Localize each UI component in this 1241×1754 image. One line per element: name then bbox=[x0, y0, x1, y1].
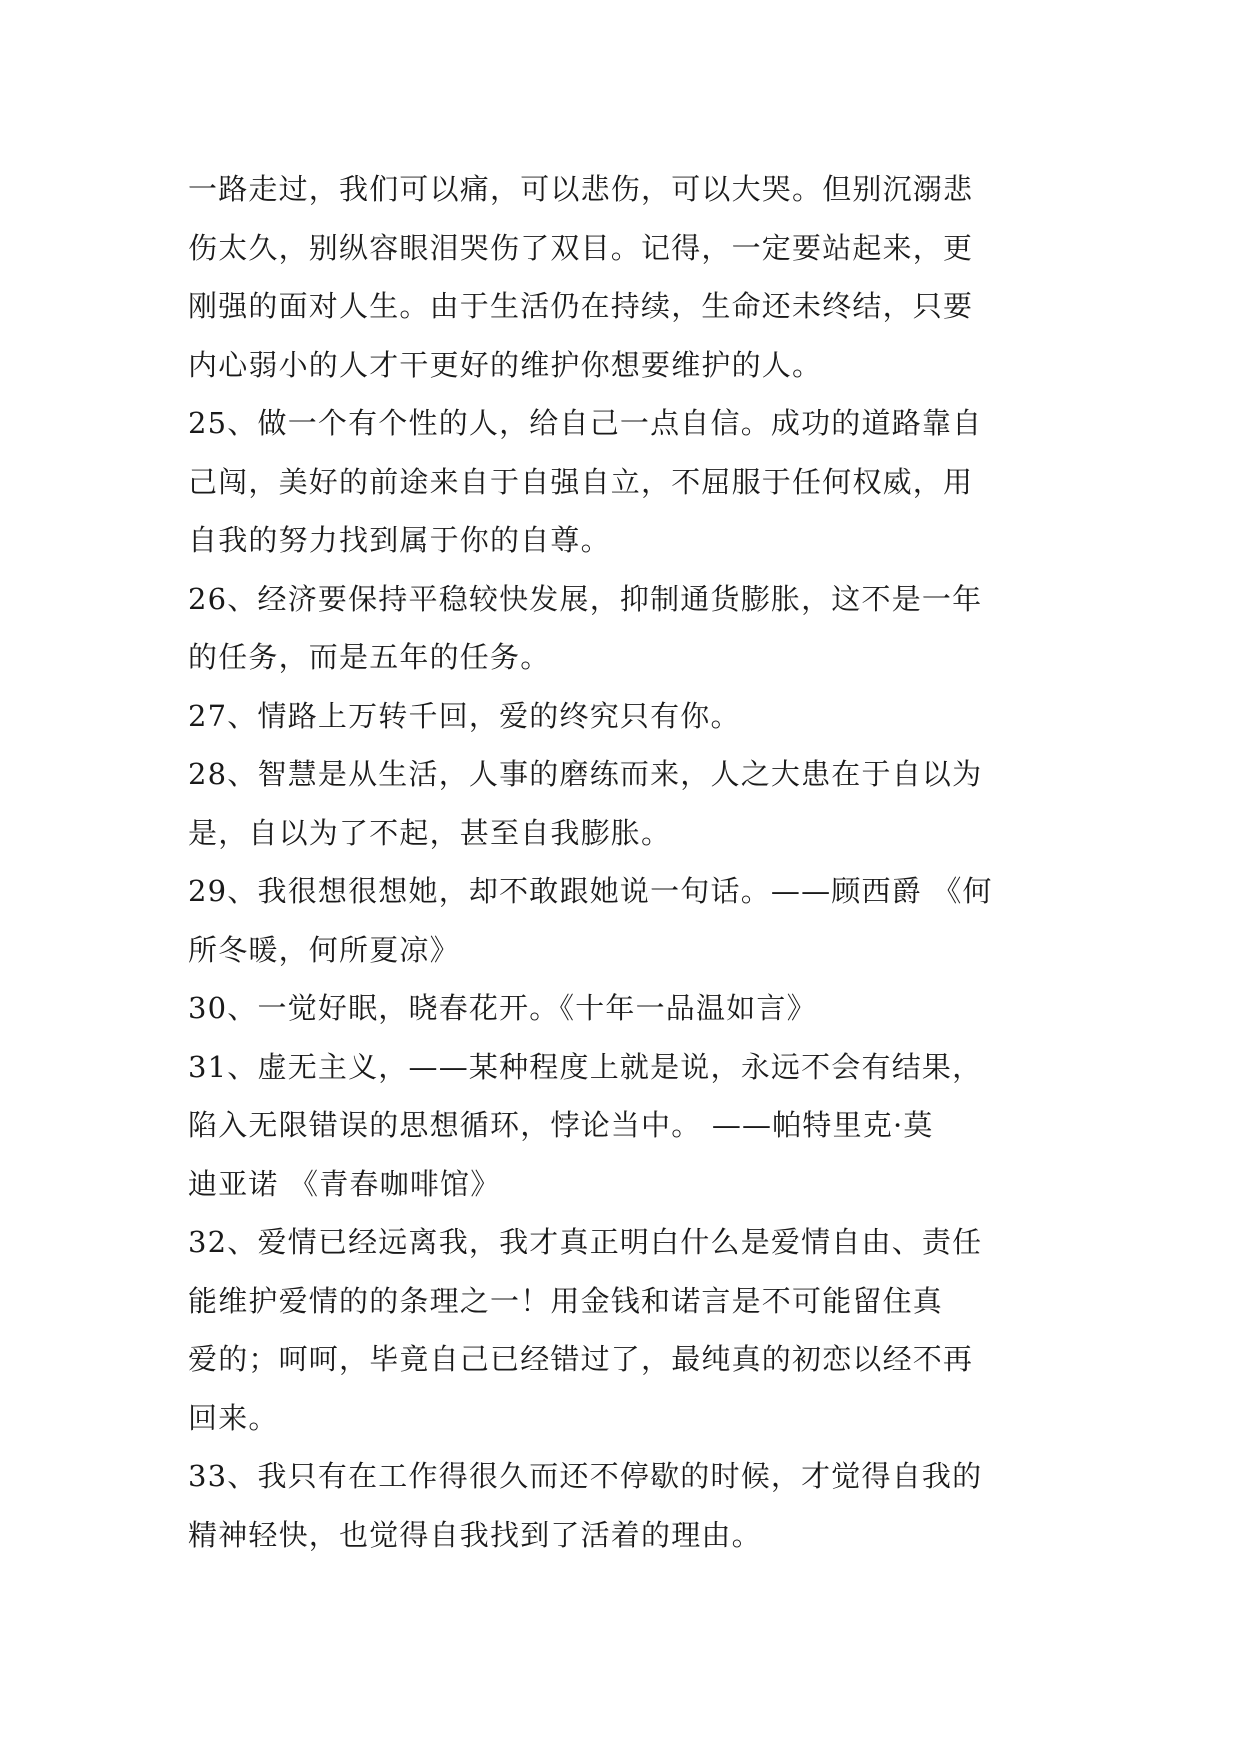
document-page bbox=[188, 160, 1068, 1564]
text-line: 是，自以为了不起，甚至自我膨胀。 bbox=[188, 815, 672, 850]
text-line: 能维护爱情的的条理之一！用金钱和诺言是不可能留住真 bbox=[188, 1283, 944, 1318]
text-line: 己闯，美好的前途来自于自强自立，不屈服于任何权威，用 bbox=[188, 464, 974, 499]
text-line: 陷入无限错误的思想循环，悖论当中。 ——帕特里克·莫 bbox=[188, 1108, 934, 1142]
text-line: 28、智慧是从生活，人事的磨练而来，人之大患在于自以为 bbox=[188, 757, 983, 791]
text-line: 一路走过，我们可以痛，可以悲伤，可以大哭。但别沉溺悲 bbox=[188, 172, 974, 206]
text-line: 内心弱小的人才干更好的维护你想要维护的人。 bbox=[188, 347, 823, 382]
text-line: 29、我很想很想她，却不敢跟她说一句话。——顾西爵 《何 bbox=[188, 874, 993, 908]
text-line: 26、经济要保持平稳较快发展，抑制通货膨胀，这不是一年 bbox=[188, 581, 983, 616]
text-line: 所冬暖，何所夏凉》 bbox=[188, 932, 460, 967]
text-line: 27、情路上万转千回，爱的终究只有你。 bbox=[188, 698, 741, 733]
text-line: 精神轻快，也觉得自我找到了活着的理由。 bbox=[188, 1517, 762, 1552]
text-line: 回来。 bbox=[188, 1400, 279, 1435]
text-line: 刚强的面对人生。由于生活仍在持续，生命还未终结，只要 bbox=[188, 289, 974, 323]
text-line: 30、一觉好眠，晓春花开。《十年一品温如言》 bbox=[188, 991, 817, 1025]
text-line: 32、爱情已经远离我，我才真正明白什么是爱情自由、责任 bbox=[188, 1225, 983, 1259]
text-line: 的任务，而是五年的任务。 bbox=[188, 640, 551, 674]
text-line: 伤太久，别纵容眼泪哭伤了双目。记得，一定要站起来，更 bbox=[188, 230, 974, 265]
text-line: 31、虚无主义，——某种程度上就是说，永远不会有结果， bbox=[188, 1049, 983, 1084]
text-line: 爱的；呵呵，毕竟自己已经错过了，最纯真的初恋以经不再 bbox=[188, 1342, 974, 1376]
text-line: 25、做一个有个性的人，给自己一点自信。成功的道路靠自 bbox=[188, 406, 983, 440]
text-line: 自我的努力找到属于你的自尊。 bbox=[188, 523, 611, 557]
text-line: 迪亚诺 《青春咖啡馆》 bbox=[188, 1166, 501, 1201]
text-line: 33、我只有在工作得很久而还不停歇的时候，才觉得自我的 bbox=[188, 1459, 983, 1493]
